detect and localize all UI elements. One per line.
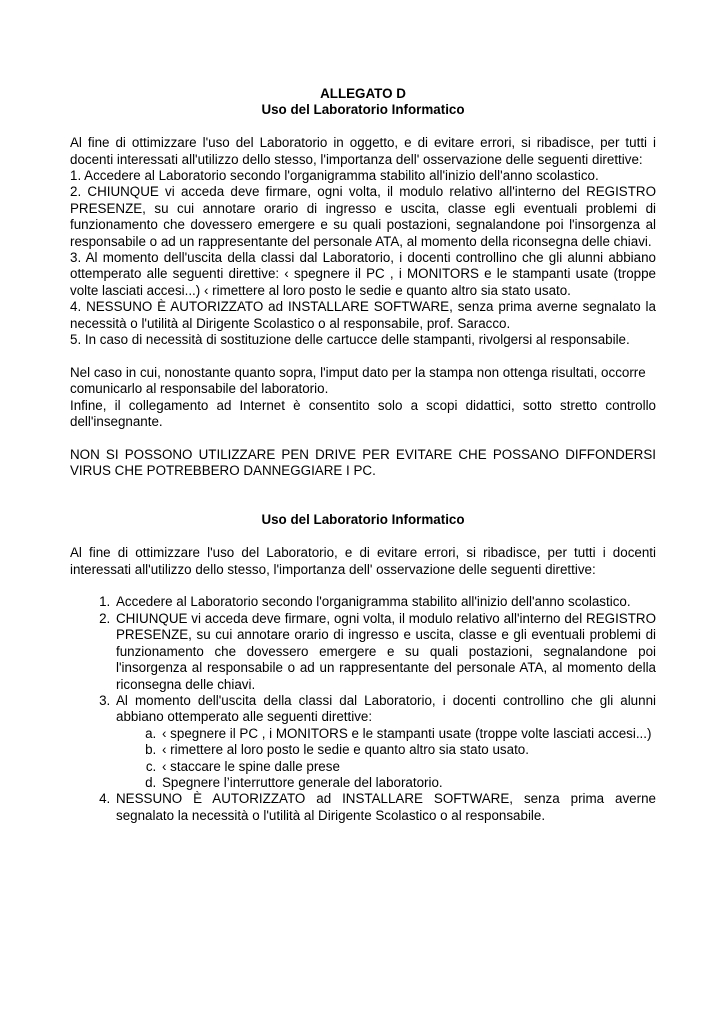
sub-list-item bbox=[160, 775, 656, 791]
rule-item: 2. CHIUNQUE vi acceda deve firmare, ogni volta, il modulo relativo all'interno del REGISTRO PRESENZE, su cui annotare orario di ingresso e uscita, classe egli eventuali problemi di funzionamento che dovessero emergere e su quali postazioni, segnalandone poi l'insorgenza al responsabile o ad un rappresentante del personale ATA, al momento della riconsegna delle chiavi. bbox=[70, 184, 656, 249]
note-paragraph: Nel caso in cui, nonostante quanto sopra, l'imput dato per la stampa non ottenga risultati, occorre bbox=[70, 364, 646, 380]
sub-list-item bbox=[160, 726, 656, 742]
section-title: Uso del Laboratorio Informatico bbox=[261, 512, 465, 528]
sub-list-item bbox=[160, 759, 656, 775]
list-item-text: Al momento dell'uscita della classi dal Laboratorio, i docenti controllino che gli alunni abbiano ottemperato alle seguenti direttive: bbox=[116, 692, 656, 725]
sub-directive-list bbox=[116, 726, 656, 792]
list-item bbox=[114, 611, 656, 693]
section-intro: Al fine di ottimizzare l'uso del Laboratorio, e di evitare errori, si ribadisce, per tutti i docenti interessati all'utilizzo dello stesso, l'importanza dell' osservazione delle seguenti direttive: bbox=[70, 545, 656, 577]
sub-list-item-text: ‹ staccare le spine dalle prese bbox=[162, 758, 340, 774]
list-item-text: Accedere al Laboratorio secondo l'organigramma stabilito all'inizio dell'anno scolastico. bbox=[116, 594, 631, 610]
sub-list-item-text: Spegnere l’interruttore generale del laboratorio. bbox=[162, 774, 443, 790]
sub-list-item-text: ‹ rimettere al loro posto le sedie e quanto altro sia stato usato. bbox=[162, 742, 529, 758]
list-item bbox=[114, 594, 656, 610]
internet-note: Infine, il collegamento ad Internet è consentito solo a scopi didattici, sotto stretto controllo dell'insegnante. bbox=[70, 397, 656, 430]
document-title: ALLEGATO D bbox=[320, 86, 406, 101]
sub-list-item-text: ‹ spegnere il PC , i MONITORS e le stampanti usate (troppe volte lasciati accesi...) bbox=[162, 725, 652, 741]
pen-drive-warning: NON SI POSSONO UTILIZZARE PEN DRIVE PER EVITARE CHE POSSANO DIFFONDERSI VIRUS CHE POTREBBERO DANNEGGIARE I PC. bbox=[70, 446, 656, 479]
rule-item: 4. NESSUNO È AUTORIZZATO ad INSTALLARE SOFTWARE, senza prima averne segnalato la necessità o l'utilità al Dirigente Scolastico o al responsabile, prof. Saracco. bbox=[70, 299, 656, 331]
sub-list-item bbox=[160, 742, 656, 758]
list-item bbox=[114, 693, 656, 791]
rule-item: 3. Al momento dell'uscita della classi dal Laboratorio, i docenti controllino che gli alunni abbiano ottemperato alle seguenti direttive: ‹ spegnere il PC , i MONITORS e le stampanti usate (troppe volte lasciati accesi...) ‹ rimettere al loro posto le sedie e quanto altro sia stato usato. bbox=[70, 250, 656, 298]
rule-item: 5. In caso di necessità di sostituzione delle cartucce delle stampanti, rivolgersi al responsabile. bbox=[70, 332, 630, 348]
list-item-text: CHIUNQUE vi acceda deve firmare, ogni volta, il modulo relativo all'interno del REGISTRO PRESENZE, su cui annotare orario di ingresso e uscita, classe e gli eventuali problemi di funzionamento che dovessero emergere e su quali postazioni, segnalandone poi l'insorgenza al responsabile o ad un rappresentante del personale ATA, al momento della riconsegna delle chiavi. bbox=[116, 610, 656, 692]
rule-item: 1. Accedere al Laboratorio secondo l'organigramma stabilito all'inizio dell'anno scolastico. bbox=[70, 168, 599, 184]
list-item-text: NESSUNO È AUTORIZZATO ad INSTALLARE SOFTWARE, senza prima averne segnalato la necessità o l'utilità al Dirigente Scolastico o al responsabile. bbox=[116, 791, 656, 823]
list-item bbox=[114, 791, 656, 824]
directive-list bbox=[70, 594, 656, 824]
intro-paragraph: Al fine di ottimizzare l'uso del Laboratorio in oggetto, e di evitare errori, si ribadisce, per tutti i docenti interessati all'utilizzo dello stesso, l'importanza dell' osservazione delle seguenti direttive: bbox=[70, 135, 656, 167]
document-subtitle: Uso del Laboratorio Informatico bbox=[261, 102, 465, 118]
note-paragraph: comunicarlo al responsabile del laboratorio. bbox=[70, 381, 329, 397]
